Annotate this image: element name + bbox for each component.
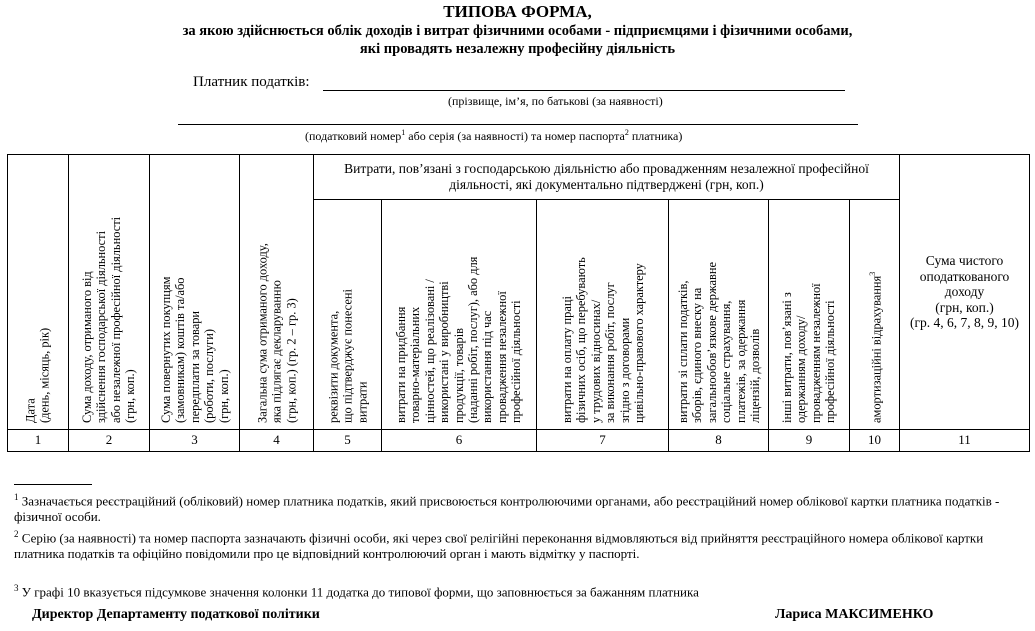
col-number: 11 (900, 429, 1030, 451)
col-number: 3 (150, 429, 240, 451)
income-expense-table (7, 154, 1030, 452)
expenses-group-header: Витрати, пов’язані з господарською діяльністю або провадженням незалежної професійної діяльності, які документально підтверджені (грн, коп.) (314, 155, 900, 200)
col-other-expenses-header: інші витрати, пов’язані з одержанням доходу/ провадженням незалежної професійної діяльності (769, 199, 850, 429)
taxpayer-id-line[interactable] (178, 124, 858, 125)
col-number: 1 (8, 429, 69, 451)
signature-position: Директор Департаменту податкової політики (32, 607, 320, 622)
column-numbers-row (8, 429, 1030, 451)
taxpayer-name-hint: (прізвище, ім’я, по батькові (за наявності) (448, 94, 663, 108)
signature-name: Лариса МАКСИМЕНКО (775, 607, 934, 622)
col-number: 10 (850, 429, 900, 451)
form-subtitle-line1: за якою здійснюється облік доходів і витрат фізичними особами - підприємцями і фізичними особами, (182, 23, 853, 39)
footnote-3: $^3$ У графі 10 вказується підсумкове значення колонки 11 додатка до типової форми, що заповнюється за бажанням платника (14, 583, 699, 600)
col-number: 2 (69, 429, 150, 451)
taxpayer-id-hint: (податковий номер$^1$ або серія (за наявності) та номер паспорта$^2$ платника) (305, 128, 683, 143)
taxpayer-label: Платник податків: (193, 74, 310, 90)
col-document-details-header: реквізити документа, що підтверджує понесені витрати (314, 199, 382, 429)
col-number: 5 (314, 429, 382, 451)
footnote-separator (14, 484, 92, 485)
col-number: 4 (240, 429, 314, 451)
col-number: 8 (669, 429, 769, 451)
col-labor-expenses-header: витрати на оплату праці фізичних осіб, що перебувають у трудових відносинах/ за виконання робіт, послуг згідно з договорами цивільно-правового характеру (537, 199, 669, 429)
form-subtitle-line2: які провадять незалежну професійну діяльність (359, 41, 676, 57)
col-materials-expenses-header: витрати на придбання товарно-матеріальних цінностей, що реалізовані / використані у виробництві продукції, товарів (наданні робіт, послуг), або для використання під час провадження незалежної професійної діяльності (382, 199, 537, 429)
col-taxes-expenses-header: витрати зі сплати податків, зборів, єдиного внеску на загальнообов’язкове державне соціальне страхування, платежів, за одержання ліцензій, дозволів (669, 199, 769, 429)
footnote-2: $^2$ Серію (за наявності) та номер паспорта зазначають фізичні особи, які через свої релігійні переконання відмовляються від прийняття реєстраційного номера облікової картки платника податків та офіційно повідомили про це відповідний контролюючий орган і мають відмітку у паспорті. (14, 529, 984, 562)
col-income-header: Сума доходу, отриманого від здійснення господарської діяльності або незалежної професійної діяльності (грн, коп.) (69, 155, 150, 430)
col-refunds-header: Сума повернутих покупцям (замовникам) коштів та/або передплати за товари (роботи, послуги) (грн, коп.) (150, 155, 240, 430)
col-number: 6 (382, 429, 537, 451)
col-number: 9 (769, 429, 850, 451)
col-depreciation-header: амортизаційні відрахування$^3$ (850, 199, 900, 429)
taxpayer-name-line[interactable] (323, 90, 845, 91)
col-date-header: Дата (день, місяць, рік) (8, 155, 69, 430)
col-total-income-header: Загальна сума отриманого доходу, яка підлягає декларуванню (грн, коп.) (гр. 2 – гр. 3) (240, 155, 314, 430)
form-title: ТИПОВА ФОРМА, (443, 2, 592, 21)
col-number: 7 (537, 429, 669, 451)
col-net-income-header: Сума чистого оподаткованого доходу (грн, коп.) (гр. 4, 6, 7, 8, 9, 10) (900, 155, 1030, 430)
footnote-1: $^1$ Зазначається реєстраційний (обліковий) номер платника податків, який присвоюється контролюючими органами, або реєстраційний номер облікової картки платника податків - фізичної особи. (14, 492, 1000, 525)
